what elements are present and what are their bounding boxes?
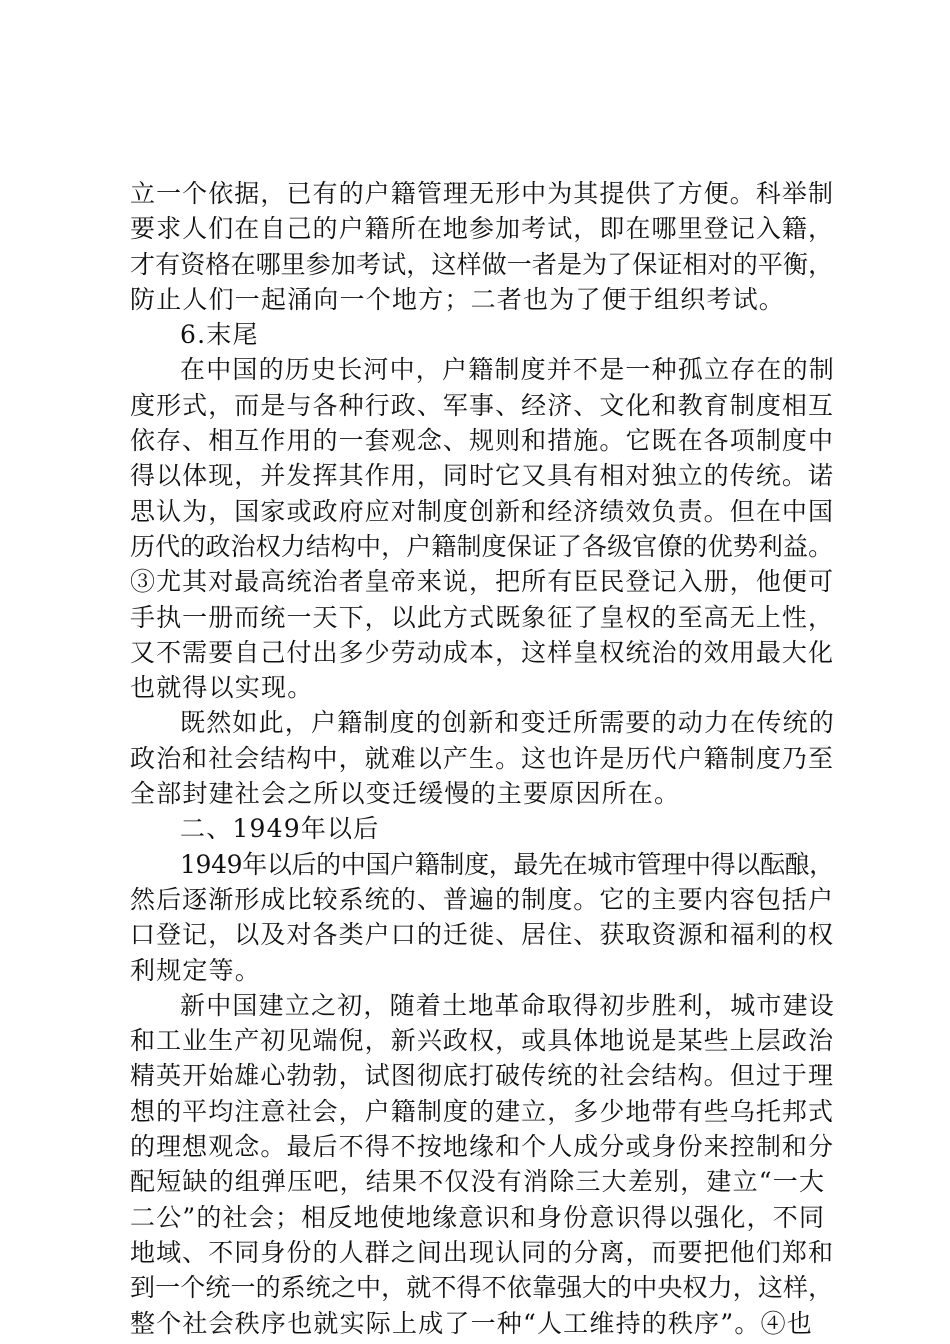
text-line: 又不需要自己付出多少劳动成本，这样皇权统治的效用最大化 — [130, 637, 835, 667]
text-line: 1949年以后的中国户籍制度，最先在城市管理中得以酝酿， — [180, 849, 834, 879]
text-line: 口登记，以及对各类户口的迁徙、居住、获取资源和福利的权 — [130, 920, 835, 950]
text-line: 依存、相互作用的一套观念、规则和措施。它既在各项制度中 — [130, 426, 835, 456]
text-line: 的理想观念。最后不得不按地缘和个人成分或身份来控制和分 — [130, 1132, 835, 1162]
text-line: 也就得以实现。 — [130, 673, 314, 703]
text-line: 手执一册而统一天下，以此方式既象征了皇权的至高无上性， — [130, 602, 835, 632]
text-line: 然后逐渐形成比较系统的、普遍的制度。它的主要内容包括户 — [130, 884, 835, 914]
text-line: 度形式，而是与各种行政、军事、经济、文化和教育制度相互 — [130, 390, 835, 420]
text-line: 和工业生产初见端倪，新兴政权，或具体地说是某些上层政治 — [130, 1026, 835, 1056]
text-line: 二、1949年以后 — [180, 814, 380, 844]
text-line: 思认为，国家或政府应对制度创新和经济绩效负责。但在中国 — [130, 496, 835, 526]
text-line: 才有资格在哪里参加考试，这样做一者是为了保证相对的平衡， — [130, 249, 834, 279]
text-line: 到一个统一的系统之中，就不得不依靠强大的中央权力，这样， — [130, 1273, 834, 1303]
text-line: 新中国建立之初，随着土地革命取得初步胜利，城市建设 — [180, 990, 836, 1020]
text-line: 历代的政治权力结构中，户籍制度保证了各级官僚的优势利益。 — [130, 531, 834, 561]
text-line: 全部封建社会之所以变迁缓慢的主要原因所在。 — [130, 779, 681, 809]
text-line: 立一个依据，已有的户籍管理无形中为其提供了方便。科举制 — [130, 179, 835, 208]
text-line: 在中国的历史长河中，户籍制度并不是一种孤立存在的制 — [180, 355, 836, 385]
document-body — [130, 176, 835, 1341]
text-line: 既然如此，户籍制度的创新和变迁所需要的动力在传统的 — [180, 708, 836, 738]
text-line: ③尤其对最高统治者皇帝来说，把所有臣民登记入册，他便可 — [130, 567, 835, 597]
text-line: 配短缺的组弹压吧，结果不仅没有消除三大差别，建立“一大 — [130, 1167, 826, 1197]
text-line: 政治和社会结构中，就难以产生。这也许是历代户籍制度乃至 — [130, 743, 835, 773]
text-line: 防止人们一起涌向一个地方；二者也为了便于组织考试。 — [130, 284, 786, 314]
text-line: 得以体现，并发挥其作用，同时它又具有相对独立的传统。诺 — [130, 461, 835, 491]
text-line: 精英开始雄心勃勃，试图彻底打破传统的社会结构。但过于理 — [130, 1061, 835, 1091]
text-line: 二公”的社会；相反地使地缘意识和身份意识得以强化，不同 — [130, 1202, 826, 1232]
text-line: 6.末尾 — [180, 320, 259, 350]
text-line: 利规定等。 — [130, 955, 262, 985]
text-line: 想的平均注意社会，户籍制度的建立，多少地带有些乌托邦式 — [130, 1096, 835, 1126]
text-line: 地域、不同身份的人群之间出现认同的分离，而要把他们郑和 — [130, 1237, 835, 1267]
text-line: 要求人们在自己的户籍所在地参加考试，即在哪里登记入籍， — [130, 214, 835, 244]
text-line: 整个社会秩序也就实际上成了一种“人工维持的秩序”。④也 — [130, 1308, 813, 1338]
